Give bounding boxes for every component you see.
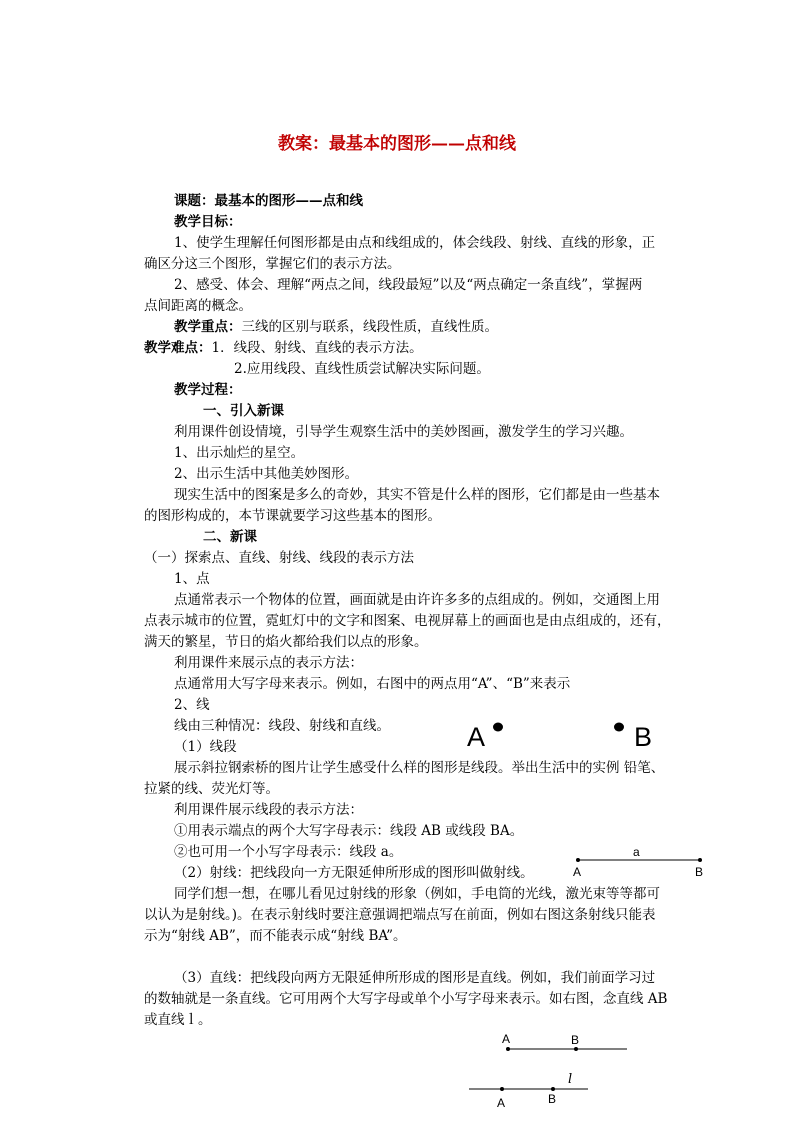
text-line: 2、出示生活中其他美妙图形。: [174, 466, 359, 482]
text-line: 2.应用线段、直线性质尝试解决实际问题。: [234, 361, 490, 377]
text-line: （1）线段: [174, 739, 237, 755]
text-line: 的图形构成的，本节课就要学习这些基本的图形。: [144, 508, 441, 524]
segment-label-b: B: [695, 865, 704, 879]
text-line: 满天的繁星，节日的焰火都给我们以点的形象。: [144, 634, 428, 650]
text-line: 1、点: [174, 571, 210, 587]
text-line: 点通常用大写字母来表示。例如，右图中的两点用“A”、“B”来表示: [174, 676, 571, 692]
text-line: 教学重点：三线的区别与联系，线段性质，直线性质。: [174, 319, 498, 335]
segment-label-lower: a: [633, 845, 640, 859]
text-line: ①用表示端点的两个大写字母表示：线段 AB 或线段 BA。: [174, 823, 524, 839]
text-line: 点间距离的概念。: [144, 298, 252, 314]
text-line: 点通常表示一个物体的位置，画面就是由许许多多的点组成的。例如，交通图上用: [174, 592, 660, 608]
text-line: 1、使学生理解任何图形都是由点和线组成的，体会线段、射线、直线的形象，正: [174, 235, 656, 251]
section-heading: 二、新课: [203, 529, 257, 545]
text-line: 点表示城市的位置，霓虹灯中的文字和图案、电视屏幕上的画面也是由点组成的，还有，: [144, 613, 671, 629]
text-line: 现实生活中的图案是多么的奇妙，其实不管是什么样的图形，它们都是由一些基本: [174, 487, 660, 503]
segment-label-a: A: [573, 865, 582, 879]
text-line: 教学难点：1．线段、射线、直线的表示方法。: [144, 340, 423, 356]
text-line: 2、线: [174, 697, 210, 713]
line1-label-b: B: [571, 1033, 580, 1047]
line2-point-b: [551, 1087, 555, 1091]
text-line: 的数轴就是一条直线。它可用两个大写字母或单个小写字母来表示。如右图，念直线 AB: [144, 991, 668, 1007]
section-heading: 一、引入新课: [203, 403, 284, 419]
text-line: 确区分这三个图形，掌握它们的表示方法。: [144, 256, 401, 272]
line2-label-a: A: [497, 1096, 506, 1110]
text-line: 同学们想一想，在哪儿看见过射线的形象（例如，手电筒的光线，激光束等等都可: [174, 886, 660, 902]
text-line: 展示斜拉钢索桥的图片让学生感受什么样的图形是线段。举出生活中的实例 铅笔、: [174, 760, 665, 776]
text-line: 利用课件来展示点的表示方法：: [174, 655, 363, 671]
line2-label-b: B: [548, 1092, 557, 1106]
point-label-a: A: [467, 722, 486, 752]
text-line: 利用课件展示线段的表示方法：: [174, 802, 363, 818]
line2-label-l: l: [568, 1072, 573, 1087]
text-line: 线由三种情况：线段、射线和直线。: [174, 718, 390, 734]
text-line: （3）直线：把线段向两方无限延伸所形成的图形是直线。例如，我们前面学习过: [174, 970, 656, 986]
page-title: 教案：最基本的图形——点和线: [278, 134, 516, 154]
text-line: （一）探索点、直线、射线、线段的表示方法: [144, 550, 414, 566]
point-label-b: B: [634, 722, 653, 752]
text-line: ②也可用一个小写字母表示：线段 a。: [174, 844, 403, 860]
text-line: 拉紧的线、荧光灯等。: [144, 781, 279, 797]
text-line: 利用课件创设情境，引导学生观察生活中的美妙图画，激发学生的学习兴趣。: [174, 424, 633, 440]
text-line: 示为“射线 AB”，而不能表示成“射线 BA”。: [144, 928, 407, 944]
text-line: 课题：最基本的图形——点和线: [174, 193, 363, 209]
text-line: （2）射线：把线段向一方无限延伸所形成的图形叫做射线。: [174, 865, 534, 881]
line1-label-a: A: [502, 1032, 511, 1046]
line2-point-a: [500, 1087, 504, 1091]
text-line: 或直线ｌ。: [144, 1012, 212, 1028]
section-heading: 教学过程：: [174, 382, 242, 398]
text-line: 1、出示灿烂的星空。: [174, 445, 305, 461]
section-heading: 教学目标：: [174, 214, 242, 230]
text-line: 以认为是射线。)。在表示射线时要注意强调把端点写在前面，例如右图这条射线只能表: [144, 907, 656, 923]
text-line: 2、感受、体会、理解“两点之间，线段最短”以及“两点确定一条直线”，掌握两: [174, 277, 643, 293]
